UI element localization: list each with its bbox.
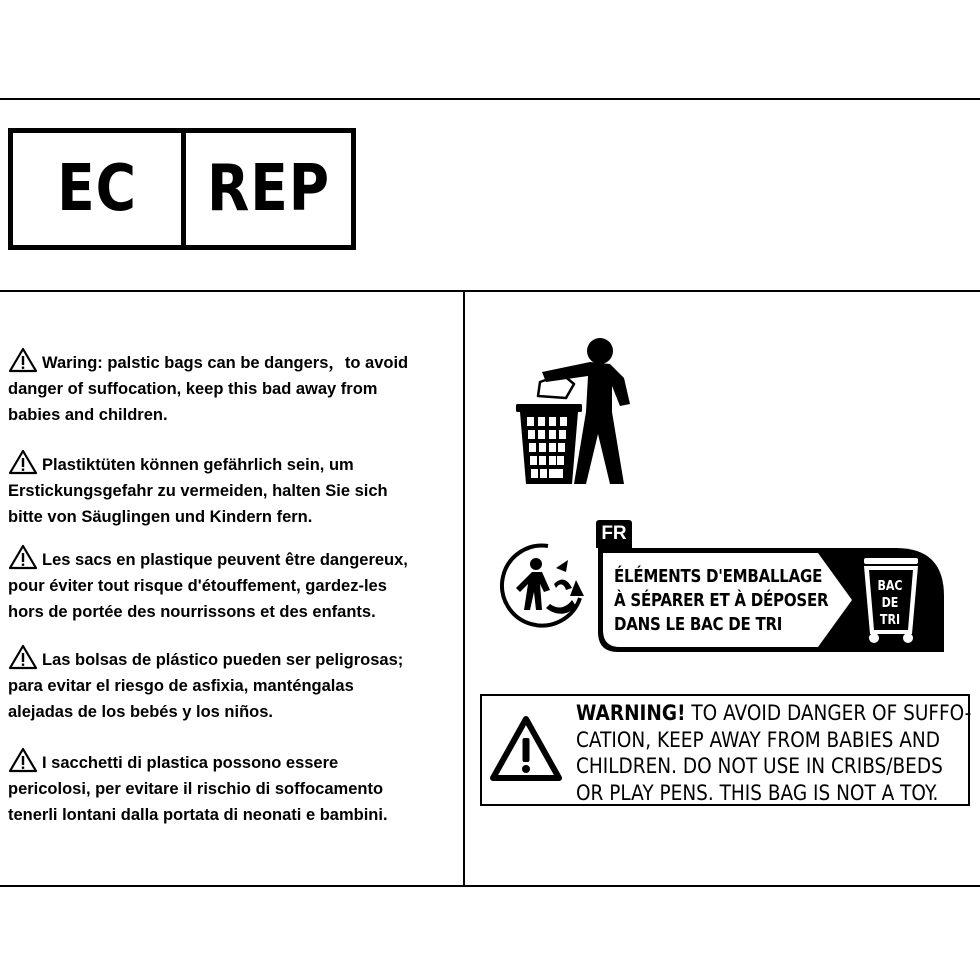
warning-it-line-1: I sacchetti di plastica possono essere [42, 754, 339, 772]
warning-triangle-icon [8, 347, 38, 373]
english-warning-line-1 [576, 700, 971, 727]
warning-fr-line-2: pour éviter tout risque d'étouffement, gardez-les [8, 577, 387, 595]
bin-label-line-2: DE [881, 596, 899, 611]
warning-it [8, 747, 460, 828]
warning-de-line-1: Plastiktüten können gefährlich sein, um [42, 456, 354, 474]
warning-es-line-3: alejadas de los bebés y los niños. [8, 703, 274, 721]
english-warning-text [576, 700, 971, 806]
ec-label: EC [57, 152, 137, 226]
english-warning-lead: WARNING! [576, 701, 686, 725]
triman-recycling-icon [496, 540, 588, 632]
top-divider [0, 98, 980, 100]
warning-de-line-2: Erstickungsgefahr zu vermeiden, halten Sie sich [8, 482, 388, 500]
warning-it-line-2: pericolosi, per evitare il rischio di soffocamento [8, 780, 384, 798]
warning-de-line-3: bitte von Säuglingen und Kindern fern. [8, 508, 313, 526]
sorting-info-line-3: DANS LE BAC DE TRI [614, 615, 783, 635]
warning-en [8, 347, 460, 428]
warning-fr-line-1: Les sacs en plastique peuvent être dangereux, [42, 551, 408, 569]
english-warning-line-3: CHILDREN. DO NOT USE IN CRIBS/BEDS [576, 754, 943, 778]
warning-fr-line-3: hors de portée des nourrissons et des enfants. [8, 603, 376, 621]
warning-es-line-1: Las bolsas de plástico pueden ser peligrosas; [42, 651, 404, 669]
warning-it-line-3: tenerli lontani dalla portata di neonati e bambini. [8, 806, 388, 824]
sorting-info-text [614, 565, 828, 637]
fr-country-tag: FR [596, 520, 632, 548]
warning-de [8, 449, 460, 530]
bin-label-line-1: BAC [877, 579, 903, 594]
bottom-divider [0, 885, 980, 887]
warning-es-line-2: para evitar el riesgo de asfixia, manténgalas [8, 677, 354, 695]
rep-label: REP [207, 152, 330, 226]
column-divider [463, 290, 465, 887]
english-warning-line-2: CATION, KEEP AWAY FROM BABIES AND [576, 727, 940, 752]
warning-triangle-icon [8, 747, 38, 773]
bin-label-line-3: TRI [879, 613, 901, 628]
english-warning-line-4: OR PLAY PENS. THIS BAG IS NOT A TOY. [576, 780, 939, 805]
ec-rep-symbol [8, 128, 356, 250]
warning-es [8, 644, 460, 725]
warning-triangle-icon [8, 449, 38, 475]
middle-divider [0, 290, 980, 292]
bin-label [871, 578, 908, 629]
ec-rep-separator [181, 133, 186, 245]
sorting-info-line-1: ÉLÉMENTS D'EMBALLAGE [614, 567, 823, 587]
english-warning-line-1-rest: TO AVOID DANGER OF SUFFO- [685, 701, 972, 725]
warning-en-line-3: babies and children. [8, 406, 168, 424]
warning-en-line-2: danger of suffocation, keep this bad away from [8, 380, 378, 398]
tidyman-litter-bin-icon [512, 334, 642, 486]
sorting-info-line-2: À SÉPARER ET À DÉPOSER [614, 591, 829, 611]
warning-triangle-icon [8, 544, 38, 570]
warning-fr [8, 544, 460, 625]
warning-en-line-1: Waring: palstic bags can be dangers，to avoid [42, 354, 409, 372]
warning-triangle-icon [8, 644, 38, 670]
warning-triangle-icon [488, 714, 564, 784]
